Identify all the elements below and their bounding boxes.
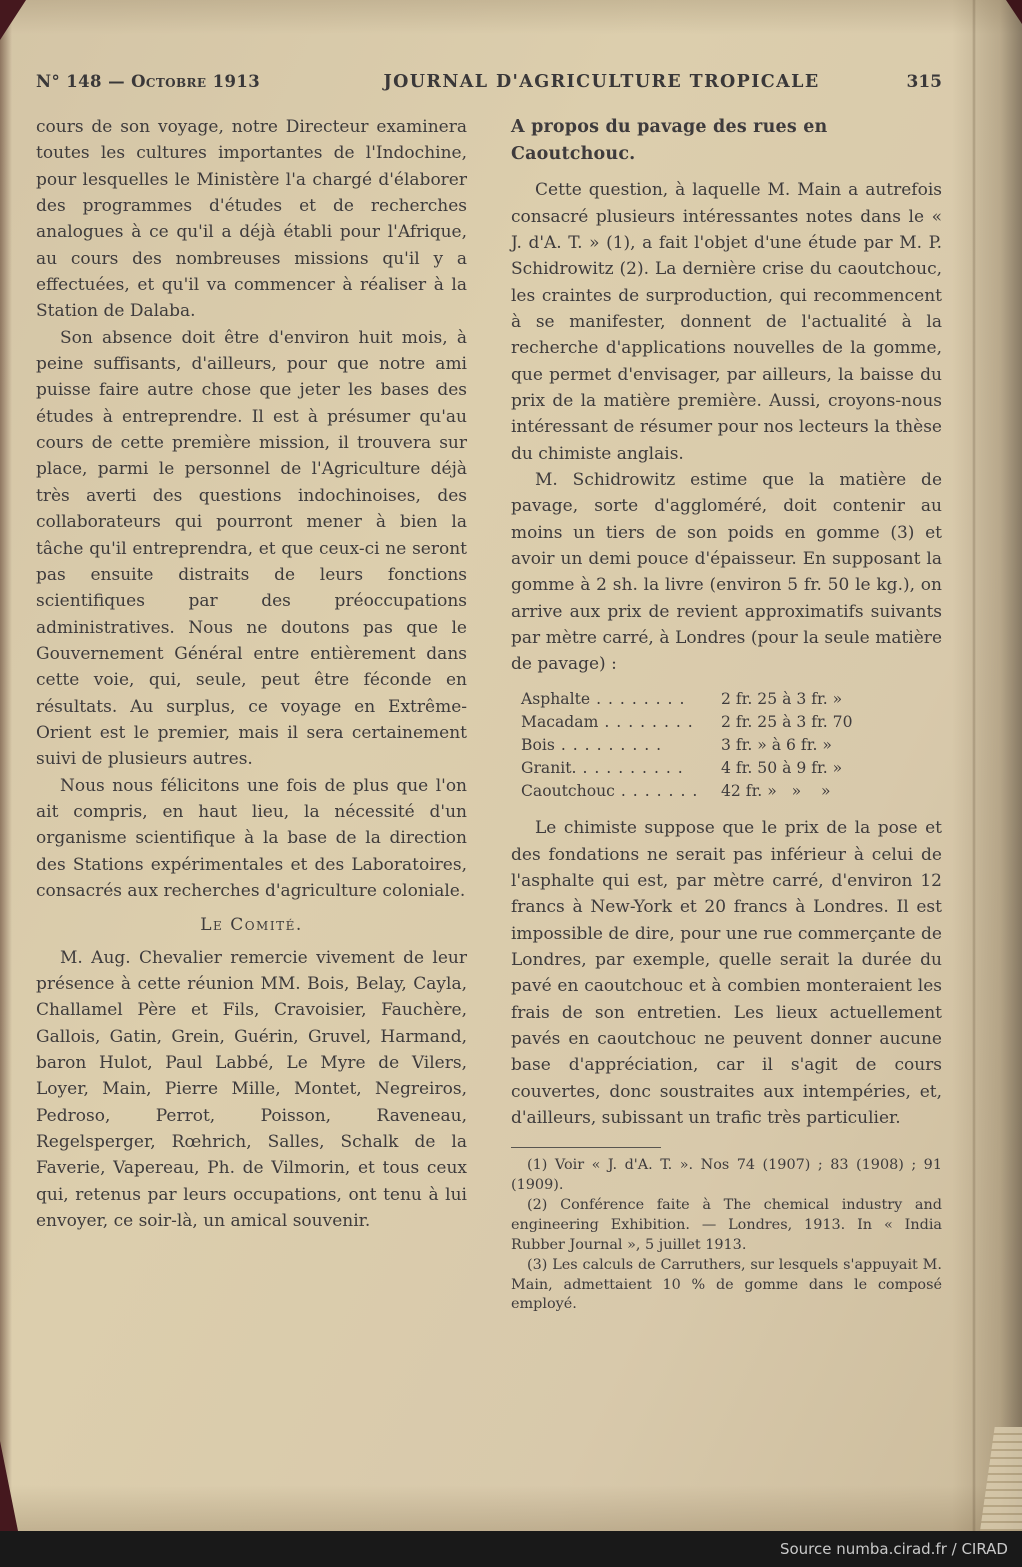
table-row bbox=[521, 780, 926, 803]
issue-and-date: N° 148 — Octobre 1913 bbox=[36, 72, 261, 91]
source-attribution-bar bbox=[0, 1531, 1022, 1567]
table-row bbox=[521, 734, 926, 757]
table-row bbox=[521, 688, 926, 711]
source-text: Source numba.cirad.fr / CIRAD bbox=[779, 1540, 1008, 1558]
table-row-value: 4 fr. 50 à 9 fr. » bbox=[721, 759, 843, 778]
table-row-value: 2 fr. 25 à 3 fr. » bbox=[721, 689, 843, 708]
paragraph: cours de son voyage, notre Directeur examinera toutes les cultures importantes de l'Indochine, pour lesquelles le Ministère l'a chargé d'élaborer des programmes d'études et de recherches analogues à ce qu'il a déjà établi pour l'Afrique, au cours des nombreuses missions qu'il y a effectuées, et qu'il va commencer à réaliser à la Station de Dalaba. bbox=[36, 117, 467, 322]
table-row-value: 42 fr. » » » bbox=[721, 782, 831, 801]
footnote: (3) Les calculs de Carruthers, sur lesquels s'appuyait M. Main, admettaient 10 % de gomme dans le composé employé. bbox=[511, 1256, 942, 1313]
binding-corner-top-left bbox=[0, 0, 26, 40]
journal-title: JOURNAL D'AGRICULTURE TROPICALE bbox=[383, 72, 820, 92]
paragraph: M. Schidrowitz estime que la matière de pavage, sorte d'aggloméré, doit contenir au moins un tiers de son poids en gomme (3) et avoir un demi pouce d'épaisseur. En supposant la gomme à 2 sh. la livre (environ 5 fr. 50 le kg.), on arrive aux prix de revient approximatifs suivants par mètre carré, à Londres (pour la seule matière de pavage) : bbox=[511, 470, 942, 675]
footnote: (1) Voir « J. d'A. T. ». Nos 74 (1907) ; 83 (1908) ; 91 (1909). bbox=[511, 1157, 942, 1194]
dot-leader: . . . . . . . . bbox=[596, 689, 686, 708]
footnote: (2) Conférence faite à The chemical industry and engineering Exhibition. — Londres, 1913. In « India Rubber Journal », 5 juillet 1913. bbox=[511, 1197, 942, 1253]
table-row-value: 2 fr. 25 à 3 fr. 70 bbox=[721, 712, 853, 731]
table-row-label: Granit. bbox=[521, 759, 577, 778]
table-row bbox=[521, 757, 926, 780]
footnotes bbox=[511, 1156, 942, 1315]
table-row-label: Macadam bbox=[521, 712, 599, 731]
paragraph: Le chimiste suppose que le prix de la pose et des fondations ne serait pas inférieur à celui de l'asphalte qui est, par mètre carré, d'environ 12 francs à New-York et 20 francs à Londres. Il est impossible de dire, pour une rue commerçante de Londres, par exemple, quelle serait la durée du pavé en caoutchouc et à combien monteraient les frais de son entretien. Les lieux actuellement pavés en caoutchouc ne peuvent donner aucune base d'appréciation, car il s'agit de cours couvertes, donc soustraites aux intempéries, et, d'ailleurs, subissant un trafic très particulier. bbox=[511, 818, 942, 1128]
stacked-page-edges bbox=[980, 1427, 1022, 1531]
table-row bbox=[521, 711, 926, 734]
page-crease bbox=[972, 0, 976, 1531]
binding-corner-bottom-left bbox=[0, 1441, 18, 1531]
table-row-label: Caoutchouc bbox=[521, 782, 615, 801]
binding-corner-top-right bbox=[1006, 0, 1022, 24]
paragraph: Cette question, à laquelle M. Main a autrefois consacré plusieurs intéressantes notes dans le « J. d'A. T. » (1), a fait l'objet d'une étude par M. P. Schidrowitz (2). La dernière crise du caoutchouc, les craintes de surproduction, qui recommencent à se manifester, donnent de l'actualité à la recherche d'applications nouvelles de la gomme, que permet d'envisager, par ailleurs, la baisse du prix de la matière première. Aussi, croyons-nous intéressant de résumer pour nos lecteurs la thèse du chimiste anglais. bbox=[511, 180, 942, 464]
left-column bbox=[36, 114, 467, 1315]
dot-leader: . . . . . . . bbox=[620, 782, 699, 801]
table-row-value: 3 fr. » à 6 fr. » bbox=[721, 735, 832, 754]
table-row-label: Bois bbox=[521, 735, 555, 754]
dot-leader: . . . . . . . . . bbox=[582, 759, 684, 778]
paragraph: Son absence doit être d'environ huit mois, à peine suffisants, d'ailleurs, pour que notre ami puisse faire autre chose que jeter les bases des études à entreprendre. Il est à présumer qu'au cours de cette première mission, il trouvera sur place, parmi le personnel de l'Agriculture déjà très averti des questions indochinoises, des collaborateurs qui pourront mener à bien la tâche qu'il entreprendra, et que ceux-ci ne seront pas ensuite distraits de leurs fonctions scientifiques par des préoccupations administratives. Nous ne doutons pas que le Gouvernement Général entre entièrement dans cette voie, qui, seule, peut être féconde en résultats. Au surplus, ce voyage en Extrême-Orient est le premier, mais il sera certainement suivi de plusieurs autres. bbox=[36, 327, 467, 770]
attendance-paragraph: M. Aug. Chevalier remercie vivement de leur présence à cette réunion MM. Bois, Belay, Cayla, Challamel Père et Fils, Cravoisier, Fauchère, Gallois, Gatin, Grein, Guérin, Gruvel, Harmand, baron Hulot, Paul Labbé, Le Myre de Vilers, Loyer, Main, Pierre Mille, Montet, Negreiros, Pedroso, Perrot, Poisson, Raveneau, Regelsperger, Rœhrich, Salles, Schalk de la Faverie, Vapereau, Ph. de Vilmorin, et tous ceux qui, retenus par leurs occupations, ont tenu à lui envoyer, ce soir-là, un amical souvenir. bbox=[36, 947, 467, 1232]
right-column bbox=[511, 114, 942, 1315]
article-heading: A propos du pavage des rues en Caoutchouc. bbox=[511, 117, 828, 165]
committee-signature: Le Comité. bbox=[200, 915, 303, 936]
table-row-label: Asphalte bbox=[521, 689, 591, 708]
paragraph: Nous nous félicitons une fois de plus que l'on ait compris, en haut lieu, la nécessité d'un organisme scientifique à la base de la direction des Stations expérimentales et des Laboratoires, consacrés aux recherches d'agriculture coloniale. bbox=[36, 775, 467, 901]
price-table bbox=[511, 688, 942, 803]
footnote-divider bbox=[511, 1147, 661, 1148]
page-number: 315 bbox=[906, 72, 942, 92]
two-column-body bbox=[36, 114, 942, 1315]
dot-leader: . . . . . . . . bbox=[604, 712, 694, 731]
page-header bbox=[36, 72, 942, 92]
dot-leader: . . . . . . . . . bbox=[560, 735, 663, 754]
